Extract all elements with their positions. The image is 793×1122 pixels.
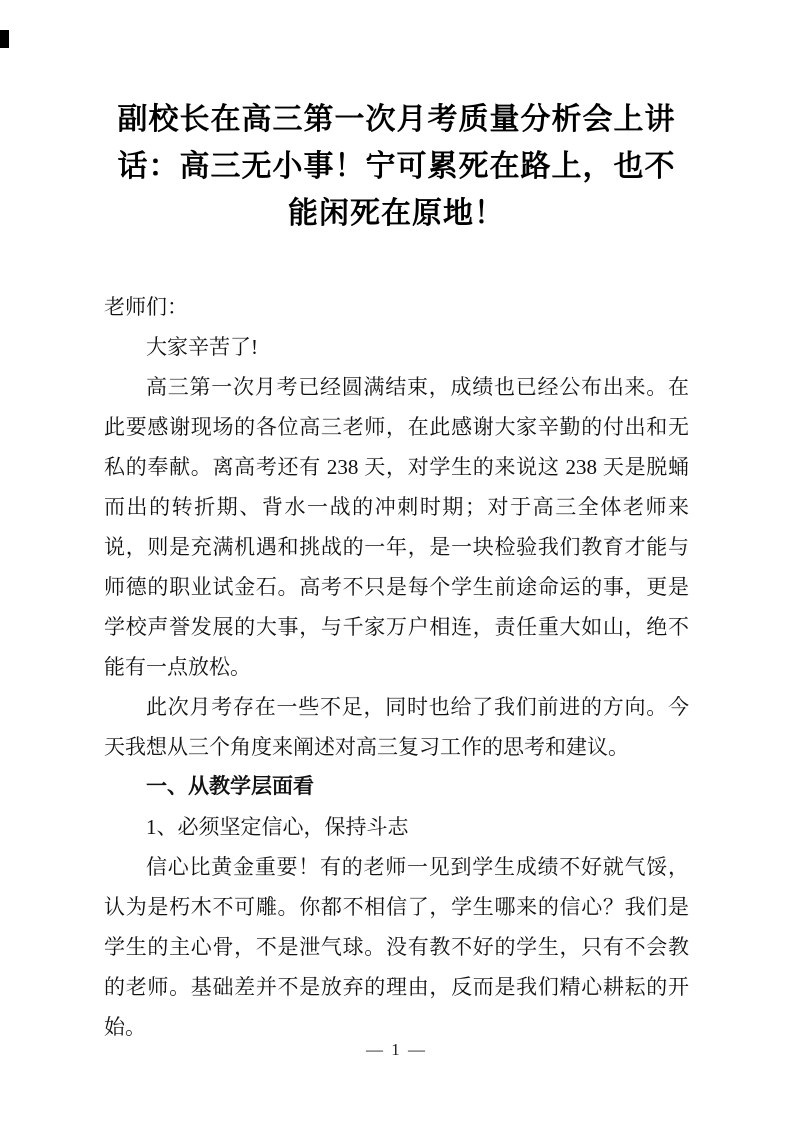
document-content (104, 96, 689, 1047)
paragraph-confidence: 信心比黄金重要！有的老师一见到学生成绩不好就气馁，认为是朽木不可雕。你都不相信了，学生哪来的信心？我们是学生的主心骨，不是泄气球。没有教不好的学生，只有不会教的老师。基础差并不是放弃的理由，反而是我们精心耕耘的开始。 (104, 855, 689, 1039)
document-title: 副校长在高三第一次月考质量分析会上讲话：高三无小事！宁可累死在路上，也不能闲死在原地！ (117, 103, 676, 230)
heading-section-one: 一、从教学层面看 (146, 775, 314, 798)
paragraph-salutation: 老师们： (104, 295, 188, 319)
paragraph-transition: 此次月考存在一些不足，同时也给了我们前进的方向。今天我想从三个角度来阐述对高三复习工作的思考和建议。 (104, 695, 689, 759)
scan-artifact-mark (0, 30, 9, 48)
paragraph-greeting: 大家辛苦了! (146, 335, 258, 359)
page-number: — 1 — (366, 1040, 427, 1059)
subheading-point-one: 1、必须坚定信心，保持斗志 (146, 815, 409, 839)
paragraph-exam-summary: 高三第一次月考已经圆满结束，成绩也已经公布出来。在此要感谢现场的各位高三老师，在此感谢大家辛勤的付出和无私的奉献。离高考还有 238 天，对学生的来说这 238 天是脱蛹而出的转折期、背水一战的冲刺时期；对于高三全体老师来说，则是充满机遇和挑战的一年，是一块检验我们教育才能与师德的职业试金石。高考不只是每个学生前途命运的事，更是学校声誉发展的大事，与千家万户相连，责任重大如山，绝不能有一点放松。 (104, 375, 689, 679)
